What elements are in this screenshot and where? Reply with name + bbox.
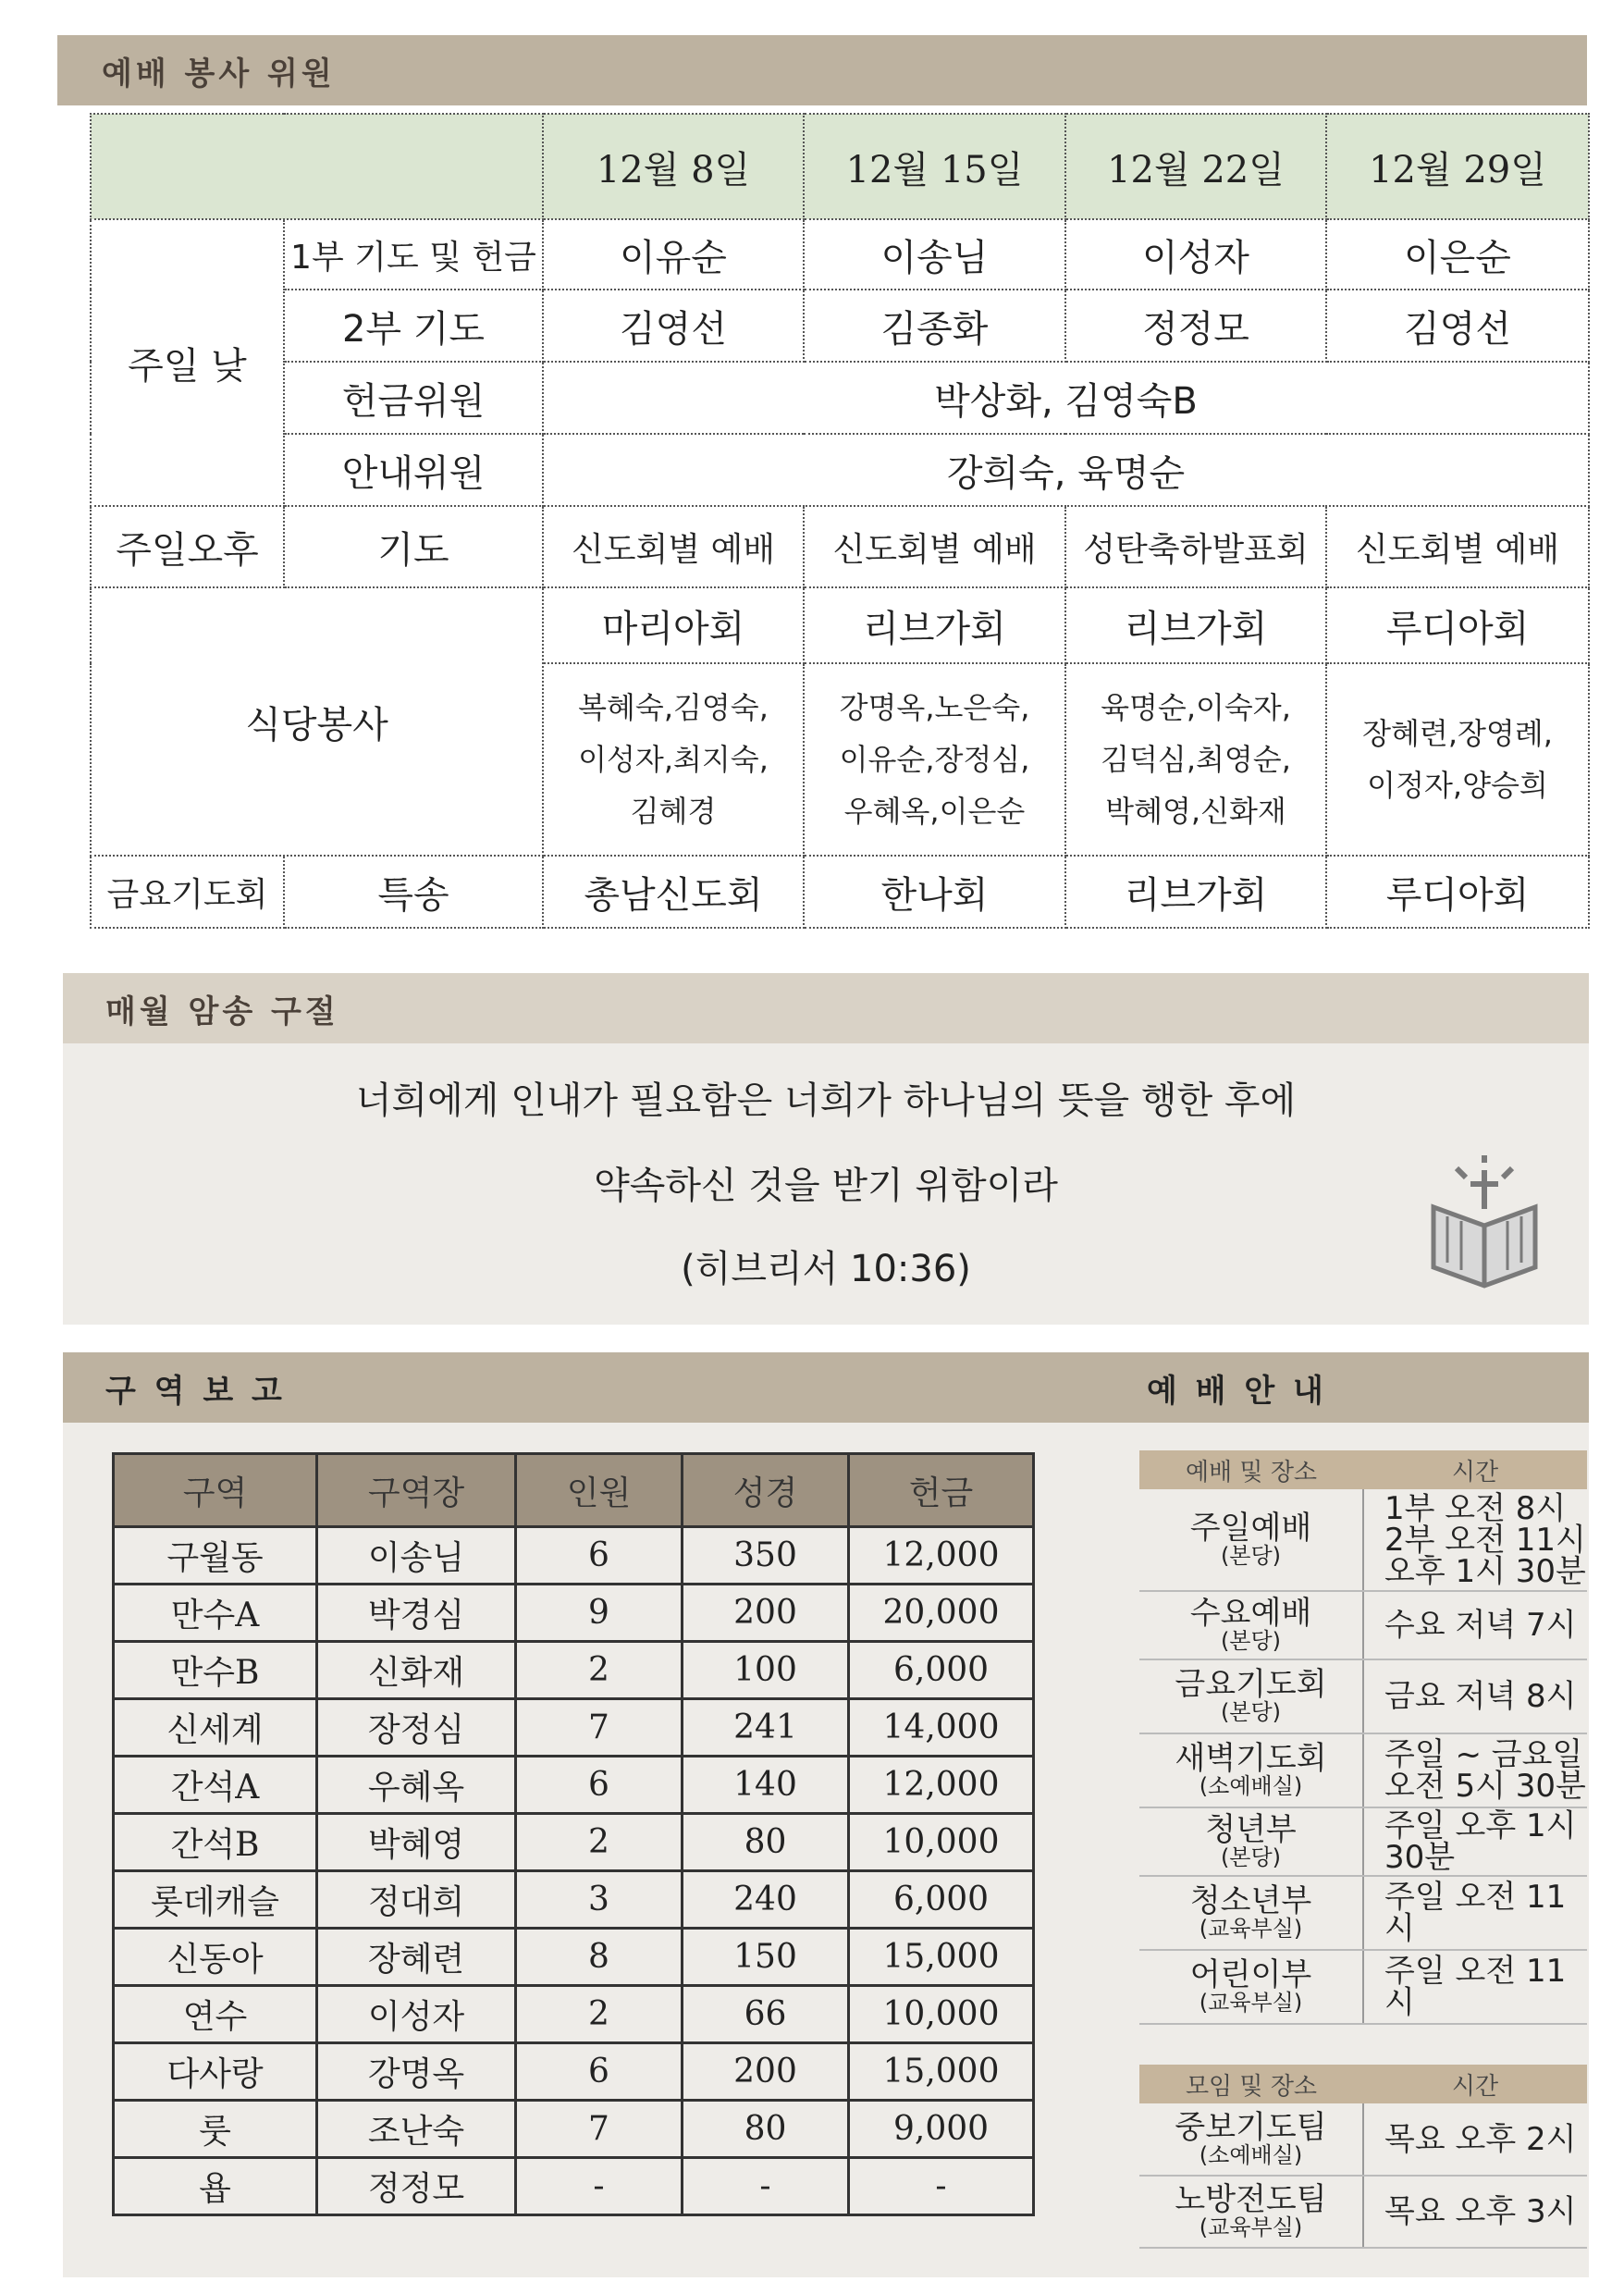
sunday-pm-cell: 신도회별 예배	[1326, 506, 1589, 587]
cafeteria-members	[1326, 663, 1589, 856]
column-header: 인원	[516, 1454, 683, 1527]
time-line: 2부 오전 11시	[1384, 1521, 1586, 1559]
table-cell: 6	[516, 1757, 683, 1814]
member-line: 박혜영,신화재	[1105, 794, 1286, 829]
guide-place	[1139, 2176, 1363, 2248]
guide-location: (소예배실)	[1199, 2141, 1303, 2168]
time-line: 목요 오후 3시	[1384, 2193, 1577, 2230]
role-cell: 안내위원	[284, 434, 543, 506]
member-line: 육명순,이숙자,	[1101, 690, 1291, 725]
table-cell: 10,000	[849, 1986, 1034, 2043]
name-cell: 이은순	[1326, 219, 1589, 290]
time-line: 1부 오전 8시	[1384, 1489, 1567, 1527]
table-cell: 66	[683, 1986, 849, 2043]
table-cell: 정정모	[317, 2158, 516, 2215]
book-icon	[1415, 1152, 1554, 1290]
member-line: 장혜련,장영례,	[1362, 716, 1553, 751]
district-header	[63, 1352, 1108, 1423]
table-cell: -	[849, 2158, 1034, 2215]
guide-name: 노방전도팀	[1175, 2181, 1327, 2218]
guide-location: (본당)	[1220, 1542, 1282, 1569]
guide-location: (교육부실)	[1199, 2214, 1303, 2240]
first-service-row	[91, 219, 1589, 290]
table-cell: 간석B	[114, 1814, 317, 1871]
table-cell: 욥	[114, 2158, 317, 2215]
guide-time	[1363, 2176, 1587, 2248]
friday-row	[91, 856, 1589, 928]
guide-place	[1139, 1733, 1363, 1807]
time-line: 주일 오전 11시	[1384, 1953, 1567, 2021]
column-header: 구역	[114, 1454, 317, 1527]
guide-time	[1363, 1950, 1587, 2024]
guide-place	[1139, 1591, 1363, 1659]
role-cell: 헌금위원	[284, 362, 543, 434]
table-cell: -	[683, 2158, 849, 2215]
sunday-pm-label: 주일오후	[91, 506, 284, 587]
column-header: 성경	[683, 1454, 849, 1527]
name-cell: 이성자	[1065, 219, 1326, 290]
table-cell: 20,000	[849, 1585, 1034, 1642]
services-table	[1139, 1450, 1587, 2025]
cafeteria-members	[804, 663, 1065, 856]
table-cell: 8	[516, 1929, 683, 1986]
table-cell: 구월동	[114, 1527, 317, 1585]
member-line: 강명옥,노은숙,	[839, 690, 1030, 725]
guide-time	[1363, 1876, 1587, 1950]
table-row	[114, 1871, 1034, 1929]
table-cell: 정대희	[317, 1871, 516, 1929]
table-cell: 2	[516, 1642, 683, 1699]
guide-row	[1139, 2176, 1587, 2248]
district-header-row	[114, 1454, 1034, 1527]
table-cell: 10,000	[849, 1814, 1034, 1871]
table-cell: 이성자	[317, 1986, 516, 2043]
friday-cell: 루디아회	[1326, 856, 1589, 928]
guide-time	[1363, 1591, 1587, 1659]
table-cell: 350	[683, 1527, 849, 1585]
header-blank-cell	[91, 114, 543, 219]
memory-verse-title: 매월 암송 구절	[105, 993, 339, 1030]
name-cell: 김영선	[543, 290, 804, 362]
meetings-table-body	[1139, 2103, 1587, 2248]
worship-guide-title: 예 배 안 내	[1147, 1372, 1327, 1410]
date-header-row	[91, 114, 1589, 219]
column-header: 헌금	[849, 1454, 1034, 1527]
table-cell: 150	[683, 1929, 849, 1986]
guide-row	[1139, 1733, 1587, 1807]
guide-name: 청년부	[1205, 1811, 1297, 1848]
table-row	[114, 1986, 1034, 2043]
table-cell: 만수B	[114, 1642, 317, 1699]
table-cell: 241	[683, 1699, 849, 1757]
guide-time	[1363, 1489, 1587, 1591]
table-cell: 박경심	[317, 1585, 516, 1642]
cafeteria-group: 루디아회	[1326, 587, 1589, 663]
usher-row	[91, 434, 1589, 506]
table-cell: 3	[516, 1871, 683, 1929]
guide-time	[1363, 1659, 1587, 1733]
table-row	[114, 2043, 1034, 2101]
table-cell: 신화재	[317, 1642, 516, 1699]
table-cell: 100	[683, 1642, 849, 1699]
service-committee-table	[90, 113, 1590, 929]
table-cell: 7	[516, 2101, 683, 2158]
name-cell: 김영선	[1326, 290, 1589, 362]
table-cell: 우혜옥	[317, 1757, 516, 1814]
table-cell: 6	[516, 1527, 683, 1585]
cafeteria-group: 리브가회	[1065, 587, 1326, 663]
district-table	[112, 1452, 1035, 2216]
table-cell: 80	[683, 2101, 849, 2158]
table-cell: 12,000	[849, 1757, 1034, 1814]
verse-line: 너희에게 인내가 필요함은 너희가 하나님의 뜻을 행한 후에	[355, 1079, 1297, 1122]
member-line: 이유순,장정심,	[839, 742, 1030, 777]
sunday-pm-cell: 성탄축하발표회	[1065, 506, 1326, 587]
table-cell: 6,000	[849, 1642, 1034, 1699]
time-line: 수요 저녁 7시	[1384, 1607, 1577, 1644]
meetings-table	[1139, 2065, 1587, 2249]
friday-cell: 리브가회	[1065, 856, 1326, 928]
time-line: 주일 ~ 금요일	[1384, 1736, 1583, 1773]
table-cell: 다사랑	[114, 2043, 317, 2101]
time-line: 금요 저녁 8시	[1384, 1678, 1577, 1715]
column-header: 시간	[1363, 1450, 1587, 1489]
table-cell: 14,000	[849, 1699, 1034, 1757]
guide-place	[1139, 2103, 1363, 2176]
table-row	[114, 2158, 1034, 2215]
guide-row	[1139, 1659, 1587, 1733]
table-cell: 박혜영	[317, 1814, 516, 1871]
guide-name: 금요기도회	[1175, 1666, 1327, 1703]
table-cell: 6	[516, 2043, 683, 2101]
table-cell: 간석A	[114, 1757, 317, 1814]
table-cell: 200	[683, 2043, 849, 2101]
role-cell: 2부 기도	[284, 290, 543, 362]
name-cell: 김종화	[804, 290, 1065, 362]
guide-name: 수요예배	[1189, 1595, 1312, 1632]
cafeteria-members	[1065, 663, 1326, 856]
service-committee-header	[57, 35, 1587, 105]
table-cell: 9	[516, 1585, 683, 1642]
guide-name: 청소년부	[1189, 1882, 1312, 1919]
guide-location: (교육부실)	[1199, 1990, 1303, 2016]
guide-location: (교육부실)	[1199, 1916, 1303, 1942]
guide-row	[1139, 1591, 1587, 1659]
table-cell: 200	[683, 1585, 849, 1642]
services-table-body	[1139, 1489, 1587, 2024]
table-row	[114, 1699, 1034, 1757]
cafeteria-label: 식당봉사	[91, 587, 543, 856]
time-line: 목요 오후 2시	[1384, 2120, 1577, 2158]
cafeteria-group: 리브가회	[804, 587, 1065, 663]
table-cell: 240	[683, 1871, 849, 1929]
guide-time	[1363, 1733, 1587, 1807]
table-cell: 강명옥	[317, 2043, 516, 2101]
sunday-pm-cell: 신도회별 예배	[543, 506, 804, 587]
name-cell: 이송님	[804, 219, 1065, 290]
guide-place	[1139, 1489, 1363, 1591]
guide-place	[1139, 1807, 1363, 1876]
table-cell: 9,000	[849, 2101, 1034, 2158]
guide-location: (소예배실)	[1199, 1773, 1303, 1799]
guide-row	[1139, 1489, 1587, 1591]
guide-row	[1139, 1876, 1587, 1950]
member-line: 이정자,양승희	[1367, 768, 1548, 803]
role-cell: 특송	[284, 856, 543, 928]
table-row	[114, 1929, 1034, 1986]
time-line: 주일 오전 11시	[1384, 1879, 1567, 1947]
table-cell: 12,000	[849, 1527, 1034, 1585]
sunday-pm-row	[91, 506, 1589, 587]
name-cell: 정정모	[1065, 290, 1326, 362]
table-cell: 연수	[114, 1986, 317, 2043]
table-cell: 만수A	[114, 1585, 317, 1642]
worship-guide-header	[1102, 1352, 1589, 1423]
table-cell: 장정심	[317, 1699, 516, 1757]
member-line: 김혜경	[630, 794, 717, 829]
member-line: 우혜옥,이은순	[843, 794, 1026, 829]
guide-location: (본당)	[1220, 1844, 1282, 1870]
table-row	[114, 1585, 1034, 1642]
table-cell: 2	[516, 1986, 683, 2043]
column-header: 시간	[1363, 2065, 1587, 2103]
date-cell: 12월 22일	[1065, 114, 1326, 219]
name-cell: 이유순	[543, 219, 804, 290]
table-cell: 롯데캐슬	[114, 1871, 317, 1929]
service-committee-title: 예배 봉사 위원	[102, 55, 336, 92]
district-table-body	[114, 1527, 1034, 2215]
time-line: 오전 5시 30분	[1384, 1768, 1586, 1805]
time-line: 주일 오후 1시 30분	[1384, 1807, 1577, 1876]
table-cell: 2	[516, 1814, 683, 1871]
guide-place	[1139, 1659, 1363, 1733]
table-row	[114, 1642, 1034, 1699]
offering-row	[91, 362, 1589, 434]
table-row	[114, 2101, 1034, 2158]
district-title: 구 역 보 고	[105, 1372, 286, 1410]
table-cell: 장혜련	[317, 1929, 516, 1986]
sunday-pm-cell: 신도회별 예배	[804, 506, 1065, 587]
second-service-row	[91, 290, 1589, 362]
table-cell: 15,000	[849, 2043, 1034, 2101]
friday-cell: 총남신도회	[543, 856, 804, 928]
table-cell: 140	[683, 1757, 849, 1814]
guide-name: 주일예배	[1189, 1509, 1312, 1547]
date-cell: 12월 15일	[804, 114, 1065, 219]
offering-names: 박상화, 김영숙B	[543, 362, 1589, 434]
guide-row	[1139, 1807, 1587, 1876]
member-line: 김덕심,최영순,	[1101, 742, 1291, 777]
usher-names: 강희숙, 육명순	[543, 434, 1589, 506]
guide-name: 어린이부	[1189, 1956, 1312, 1993]
table-cell: 80	[683, 1814, 849, 1871]
guide-row	[1139, 2103, 1587, 2176]
table-cell: 신세계	[114, 1699, 317, 1757]
guide-row	[1139, 1950, 1587, 2024]
table-row	[114, 1527, 1034, 1585]
table-cell: 조난숙	[317, 2101, 516, 2158]
member-line: 이성자,최지숙,	[578, 742, 769, 777]
table-cell: 15,000	[849, 1929, 1034, 1986]
sunday-day-label: 주일 낮	[91, 219, 284, 506]
table-cell: 신동아	[114, 1929, 317, 1986]
guide-location: (본당)	[1220, 1628, 1282, 1654]
member-line: 복혜숙,김영숙,	[578, 690, 769, 725]
memory-verse-header	[63, 973, 1589, 1043]
role-cell: 1부 기도 및 헌금	[284, 219, 543, 290]
date-cell: 12월 8일	[543, 114, 804, 219]
table-cell: 6,000	[849, 1871, 1034, 1929]
table-cell: 7	[516, 1699, 683, 1757]
column-header: 모임 및 장소	[1139, 2065, 1363, 2103]
table-cell: 이송님	[317, 1527, 516, 1585]
time-line: 오후 1시 30분	[1384, 1552, 1586, 1590]
cafeteria-members	[543, 663, 804, 856]
guide-location: (본당)	[1220, 1699, 1282, 1725]
friday-cell: 한나회	[804, 856, 1065, 928]
column-header: 예배 및 장소	[1139, 1450, 1363, 1489]
verse-reference: (히브리서 10:36)	[681, 1248, 971, 1290]
verse-line: 약속하신 것을 받기 위함이라	[594, 1165, 1058, 1207]
guide-name: 새벽기도회	[1175, 1740, 1327, 1777]
table-row	[114, 1757, 1034, 1814]
table-cell: 룻	[114, 2101, 317, 2158]
column-header: 구역장	[317, 1454, 516, 1527]
table-cell: -	[516, 2158, 683, 2215]
guide-time	[1363, 1807, 1587, 1876]
guide-place	[1139, 1876, 1363, 1950]
guide-place	[1139, 1950, 1363, 2024]
cafeteria-group-row	[91, 587, 1589, 663]
role-cell: 기도	[284, 506, 543, 587]
guide-name: 중보기도팀	[1175, 2108, 1327, 2146]
friday-label: 금요기도회	[91, 856, 284, 928]
guide-time	[1363, 2103, 1587, 2176]
table-row	[114, 1814, 1034, 1871]
cafeteria-group: 마리아회	[543, 587, 804, 663]
date-cell: 12월 29일	[1326, 114, 1589, 219]
